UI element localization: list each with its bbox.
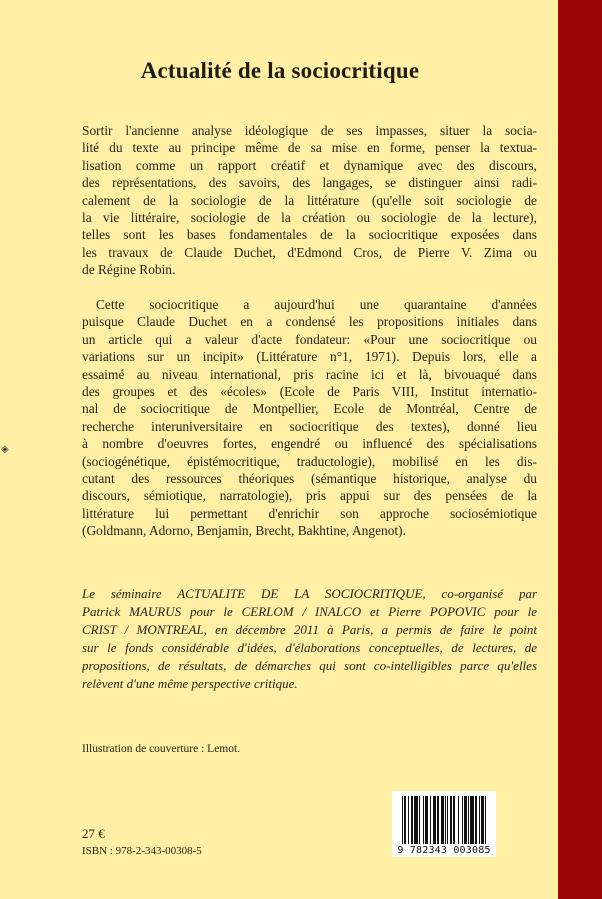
text-line: Sortir l'ancienne analyse idéologique de ses impasses, situer la socia- (82, 123, 537, 138)
text-line: des représentations, des savoirs, des langages, se distinguer ainsi radi- (82, 175, 537, 191)
text-line: un article qui a valeur d'acte fondateur: «Pour une sociocritique ou (82, 331, 537, 347)
text-line: la vie littéraire, sociologie de la création ou sociologie de la lecture), (82, 209, 537, 225)
text-line: recherche interuniversitaire en sociocritique des textes), donné lieu (82, 418, 537, 434)
crop-mark-icon: ◈ (1, 444, 9, 455)
text-line: (sociogénétique, épistémocritique, traductologie), mobilisé en les dis- (82, 453, 537, 469)
text-line: relèvent d'une même perspective critique. (82, 676, 298, 691)
text-line: Le séminaire ACTUALITE DE LA SOCIOCRITIQUE, co-organisé par (82, 586, 537, 601)
text-line: calement de la sociologie de la littérature (qu'elle soit sociologie de (82, 192, 537, 208)
text-line: telles sont les bases fondamentales de la sociocritique exposées dans (82, 227, 537, 243)
text-line: de Régine Robin. (82, 262, 176, 278)
isbn: ISBN : 978-2-343-00308-5 (82, 845, 202, 857)
barcode-bar (486, 796, 487, 844)
text-line: puisque Claude Duchet en a condensé les propositions initiales dans (82, 314, 537, 330)
cover-spine-band (558, 0, 602, 899)
text-line: CRIST / MONTREAL, en décembre 2011 à Paris, a permis de faire le point (82, 622, 537, 637)
text-line: les travaux de Claude Duchet, d'Edmond Cros, de Pierre V. Zima ou (82, 244, 537, 260)
text-line: sur le fonds considérable d'idées, d'élaborations conceptuelles, de lectures, de (82, 640, 537, 655)
text-line: discours, sémiotique, narratologie), pris appui sur des pensées de la (82, 488, 537, 504)
text-line: des groupes et des «écoles» (Ecole de Paris VIII, Institut internatio- (82, 383, 537, 399)
barcode (392, 791, 496, 857)
text-line: (Goldmann, Adorno, Benjamin, Brecht, Bakhtine, Angenot). (82, 523, 406, 539)
text-line: Cette sociocritique a aujourd'hui une quarantaine d'années (96, 297, 537, 312)
text-line: cutant des ressources théoriques (sémantique historique, analyse du (82, 470, 537, 486)
barcode-bars (402, 796, 488, 844)
paragraph-seminar (82, 585, 537, 693)
text-line: lité du texte au principe même de sa mise en forme, penser la textua- (82, 140, 537, 156)
text-line: Patrick MAURUS pour le CERLOM / INALCO et Pierre POPOVIC pour le (82, 604, 537, 619)
text-line: littérature lui permettant d'enrichir son approche sociosémiotique (82, 505, 537, 521)
price: 27 € (82, 826, 105, 841)
text-line: nal de sociocritique de Montpellier, Ecole de Montréal, Centre de (82, 401, 537, 417)
paragraph-history (82, 296, 537, 539)
text-line: essaimé au niveau international, pris racine ici et là, bivouaqué dans (82, 366, 537, 382)
book-title: Actualité de la sociocritique (140, 58, 420, 83)
paragraph-intro (82, 122, 537, 279)
text-line: variations sur un incipit» (Littérature n°1, 1971). Depuis lors, elle a (82, 349, 537, 365)
text-line: propositions, de résultats, de démarches qui sont co-intelligibles parce qu'elles (82, 658, 537, 673)
barcode-digits: 9 782343 003085 (397, 845, 491, 856)
text-line: à nombre d'oeuvres fortes, engendré ou influencé des spécialisations (82, 436, 537, 452)
illustration-credit: Illustration de couverture : Lemot. (82, 743, 241, 755)
text-line: lisation comme un rapport créatif et dynamique avec des discours, (82, 157, 537, 173)
